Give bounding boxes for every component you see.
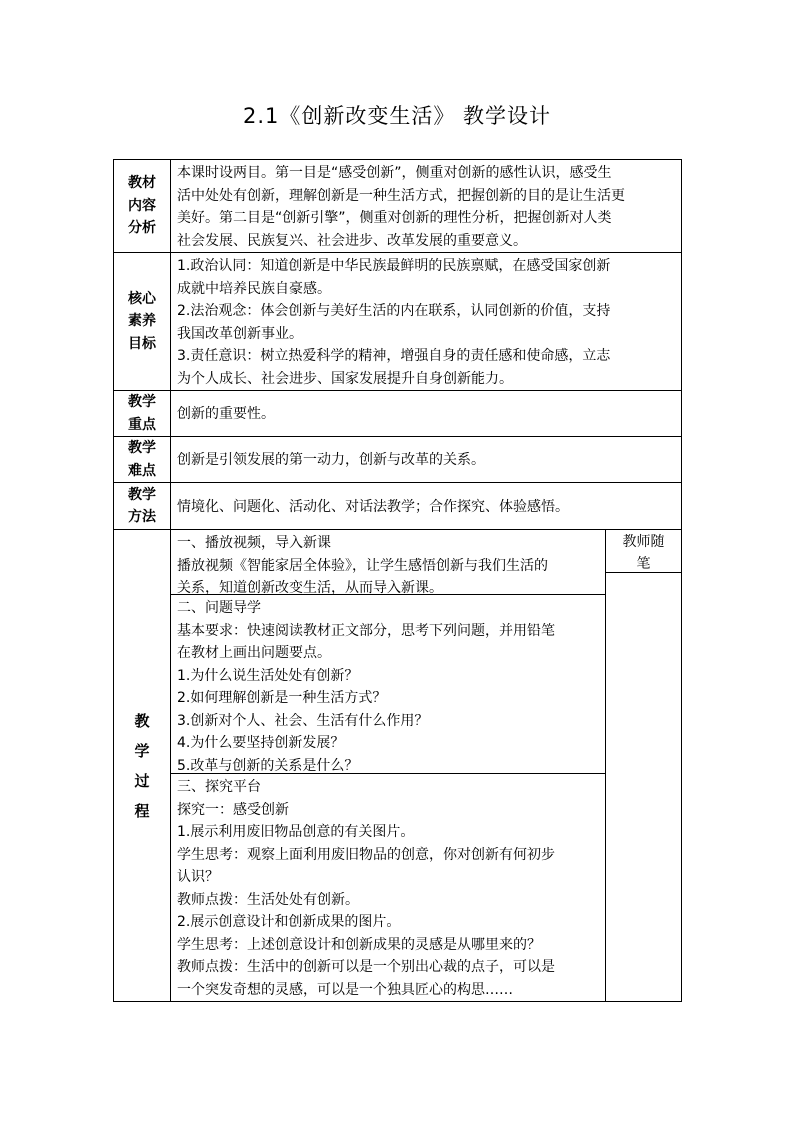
row-difficulty: [114, 437, 682, 483]
method-content: 情境化、问题化、活动化、对话法教学；合作探究、体验感悟。: [171, 483, 682, 530]
label-core-literacy: 核心 素养 目标: [114, 253, 171, 391]
core-literacy-content: 1.政治认同：知道创新是中华民族最鲜明的民族禀赋，在感受国家创新 成就中培养民族自豪感。 2.法治观念：体会创新与美好生活的内在联系，认同创新的价值，支持 我国改革创新事业。 3.责任意识：树立热爱科学的精神，增强自身的责任感和使命感，立志 为个人成长、社会进步、国家发展提升自身创新能力。: [171, 253, 682, 391]
lesson-plan-table: [113, 159, 682, 1002]
teacher-notes-header: 教师随 笔: [606, 530, 681, 573]
label-difficulty: 教学 难点: [114, 437, 171, 483]
document-title: 2.1《创新改变生活》 教学设计: [242, 104, 552, 128]
teaching-process-content: [171, 530, 606, 1002]
label-textbook-analysis: 教材 内容 分析: [114, 160, 171, 253]
key-point-content: 创新的重要性。: [171, 391, 682, 437]
section-exploration: 三、探究平台 探究一：感受创新 1.展示利用废旧物品创意的有关图片。 学生思考：观察上面利用废旧物品的创意，你对创新有何初步 认识？ 教师点拨：生活处处有创新。 2.展示创意设计和创新成果的图片。 学生思考：上述创意设计和创新成果的灵感是从哪里来的？ 教师点拨：生活中的创新可以是一个别出心裁的点子，可以是 一个突发奇想的灵感，可以是一个独具匠心的构思……: [171, 773, 605, 1001]
row-key-point: [114, 391, 682, 437]
section-video-intro: 一、播放视频，导入新课 播放视频《智能家居全体验》，让学生感悟创新与我们生活的 关系，知道创新改变生活，从而导入新课。: [177, 535, 548, 596]
row-teaching-process: [114, 530, 682, 1002]
row-textbook-analysis: [114, 160, 682, 253]
row-method: [114, 483, 682, 530]
row-core-literacy: [114, 253, 682, 391]
teacher-notes-column: [606, 530, 682, 1002]
label-method: 教学 方法: [114, 483, 171, 530]
label-teaching-process: 教 学 过 程: [114, 530, 171, 1002]
textbook-analysis-content: 本课时设两目。第一目是“感受创新”，侧重对创新的感性认识，感受生 活中处处有创新，理解创新是一种生活方式，把握创新的目的是让生活更 美好。第二目是“创新引擎”，侧重对创新的理性分析，把握创新对人类 社会发展、民族复兴、社会进步、改革发展的重要意义。: [171, 160, 682, 253]
label-key-point: 教学 重点: [114, 391, 171, 437]
difficulty-content: 创新是引领发展的第一动力，创新与改革的关系。: [171, 437, 682, 483]
section-question-guide: 二、问题导学 基本要求：快速阅读教材正文部分，思考下列问题，并用铅笔 在教材上画出问题要点。 1.为什么说生活处处有创新？ 2.如何理解创新是一种生活方式？ 3.创新对个人、社会、生活有什么作用？ 4.为什么要坚持创新发展？ 5.改革与创新的关系是什么？: [171, 594, 605, 773]
